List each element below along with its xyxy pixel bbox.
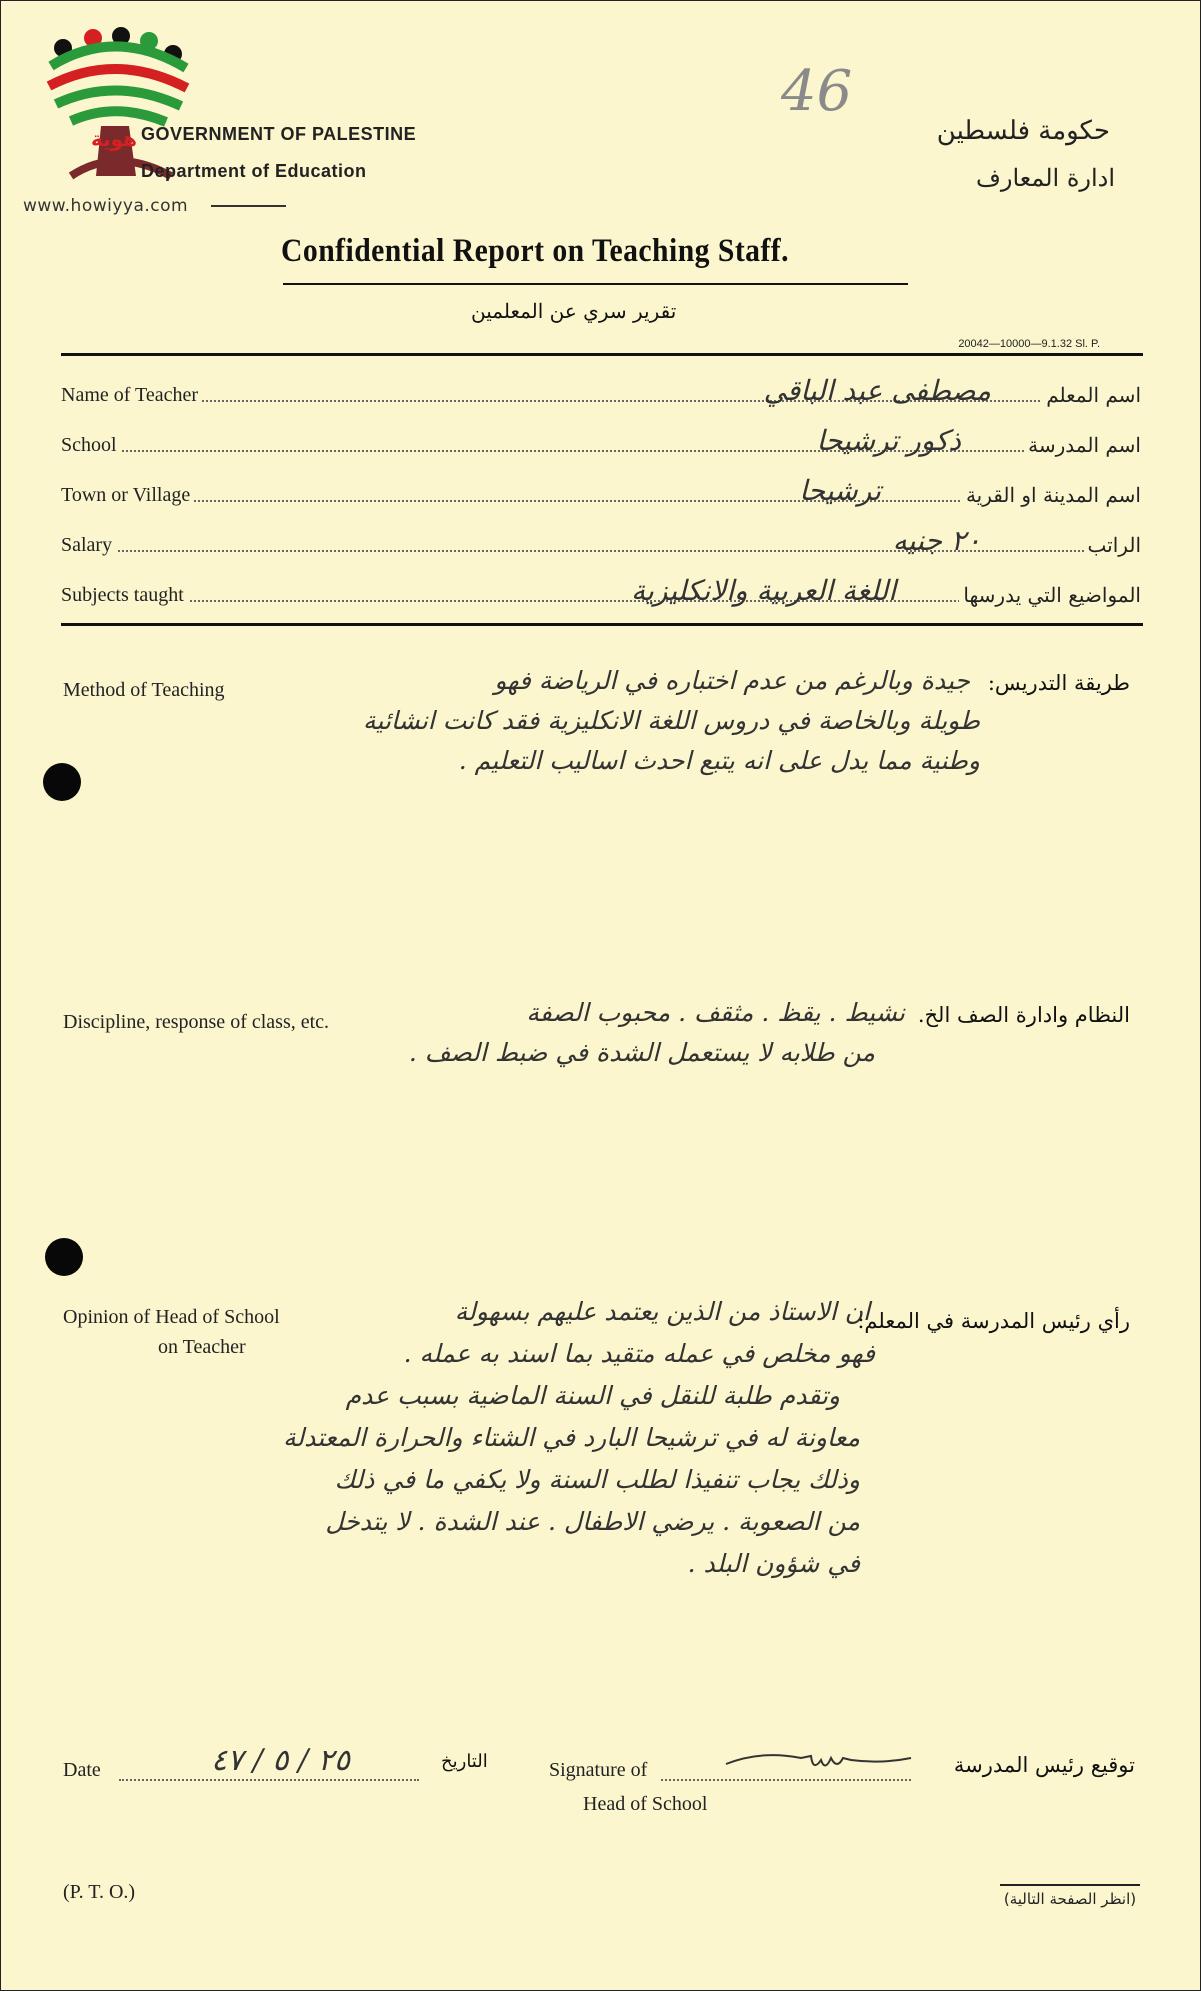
bottom-rule [61,623,1143,626]
field-town-or-village [61,473,1141,513]
field-school [61,423,1141,463]
opinion-line: في شؤون البلد . [687,1549,860,1578]
opinion-label-en-2: on Teacher [158,1336,246,1358]
signature-label: Signature of [549,1759,648,1781]
report-title-ar: تقرير سري عن المعلمين [471,299,677,323]
discipline-label-ar: النظام وادارة الصف الخ. [917,1003,1130,1027]
field-label-ar: اسم المدينة او القرية [962,483,1141,507]
field-value: ترشيحا [799,474,881,507]
government-title-ar: حكومة فلسطين [936,116,1110,146]
pto-label-ar: (انظر الصفحة التالية) [1000,1884,1140,1908]
pto-label: (P. T. O.) [63,1881,136,1903]
method-line: وطنية مما يدل على انه يتبع احدث اساليب التعليم . [458,746,980,775]
discipline-line: من طلابه لا يستعمل الشدة في ضبط الصف . [408,1038,875,1067]
field-salary [61,523,1141,563]
field-label-ar: الراتب [1084,533,1141,557]
field-label-en: School [61,434,121,457]
signature-scribble-icon [721,1746,921,1776]
field-label-ar: المواضيع التي يدرسها [959,583,1141,607]
date-label-ar: التاريخ [441,1751,488,1772]
field-dotline [71,450,1131,452]
field-label-ar: اسم المعلم [1042,383,1141,407]
field-value: مصطفى عبد الباقي [763,374,991,407]
field-label-en: Subjects taught [61,584,188,607]
field-subjects-taught [61,573,1141,613]
method-line: طويلة وبالخاصة في دروس اللغة الانكليزية فقد كانت انشائية [363,706,980,735]
field-label-ar: اسم المدرسة [1024,433,1141,457]
signature-label-ar: توقيع رئيس المدرسة [953,1753,1135,1777]
opinion-line: من الصعوبة . يرضي الاطفال . عند الشدة . لا يتدخل [325,1507,860,1536]
field-value: ٢٠ جنيه [892,524,981,557]
form-reference: 20042—10000—9.1.32 Sl. P. [958,338,1100,350]
opinion-line: وتقدم طلبة للنقل في السنة الماضية بسبب عدم [345,1381,840,1410]
field-value: اللغة العربية والانكليزية [631,574,896,607]
site-divider [211,205,286,207]
field-value: ذكور ترشيحا [816,424,961,457]
opinion-text [250,1291,875,1585]
date-dotline [119,1779,419,1781]
government-title-en: GOVERNMENT OF PALESTINE [141,124,417,144]
date-label: Date [63,1759,101,1781]
discipline-text [285,993,905,1073]
site-watermark: www.howiyya.com [23,196,189,216]
signature-dotline [661,1779,911,1781]
field-label-en: Town or Village [61,484,194,507]
method-label-en: Method of Teaching [63,679,225,701]
signature-label-2: Head of School [583,1793,708,1815]
opinion-line: وذلك يجاب تنفيذا لطلب السنة ولا يكفي ما في ذلك [334,1465,860,1494]
field-label-en: Salary [61,534,116,557]
top-rule [61,353,1143,356]
punch-hole [45,1238,83,1276]
date-value: ٢٥ / ٥ / ٤٧ [211,1743,350,1778]
report-title: Confidential Report on Teaching Staff. [281,233,790,269]
method-line: جيدة وبالرغم من عدم اختباره في الرياضة فهو [494,666,970,695]
field-name-of-teacher [61,373,1141,413]
department-title-en: Department of Education [141,161,367,181]
svg-text:هوية: هوية [91,127,138,151]
opinion-line: معاونة له في ترشيحا البارد في الشتاء والحرارة المعتدلة [283,1423,860,1452]
discipline-line: نشيط . يقظ . مثقف . محبوب الصفة [526,998,905,1027]
opinion-label-ar: رأي رئيس المدرسة في المعلم: [857,1309,1130,1333]
opinion-line: ان الاستاذ من الذين يعتمد عليهم بسهولة [454,1297,870,1326]
page-number: 46 [781,59,853,124]
field-label-en: Name of Teacher [61,384,202,407]
department-title-ar: ادارة المعارف [975,164,1115,192]
discipline-label-en: Discipline, response of class, etc. [63,1011,330,1033]
opinion-line: فهو مخلص في عمله متقيد بما اسند به عمله . [403,1339,875,1368]
title-underline [283,283,908,285]
punch-hole [43,763,81,801]
method-label-ar: طريقة التدريس: [987,671,1130,695]
method-text [190,661,980,781]
opinion-label-en: Opinion of Head of School [63,1306,280,1328]
